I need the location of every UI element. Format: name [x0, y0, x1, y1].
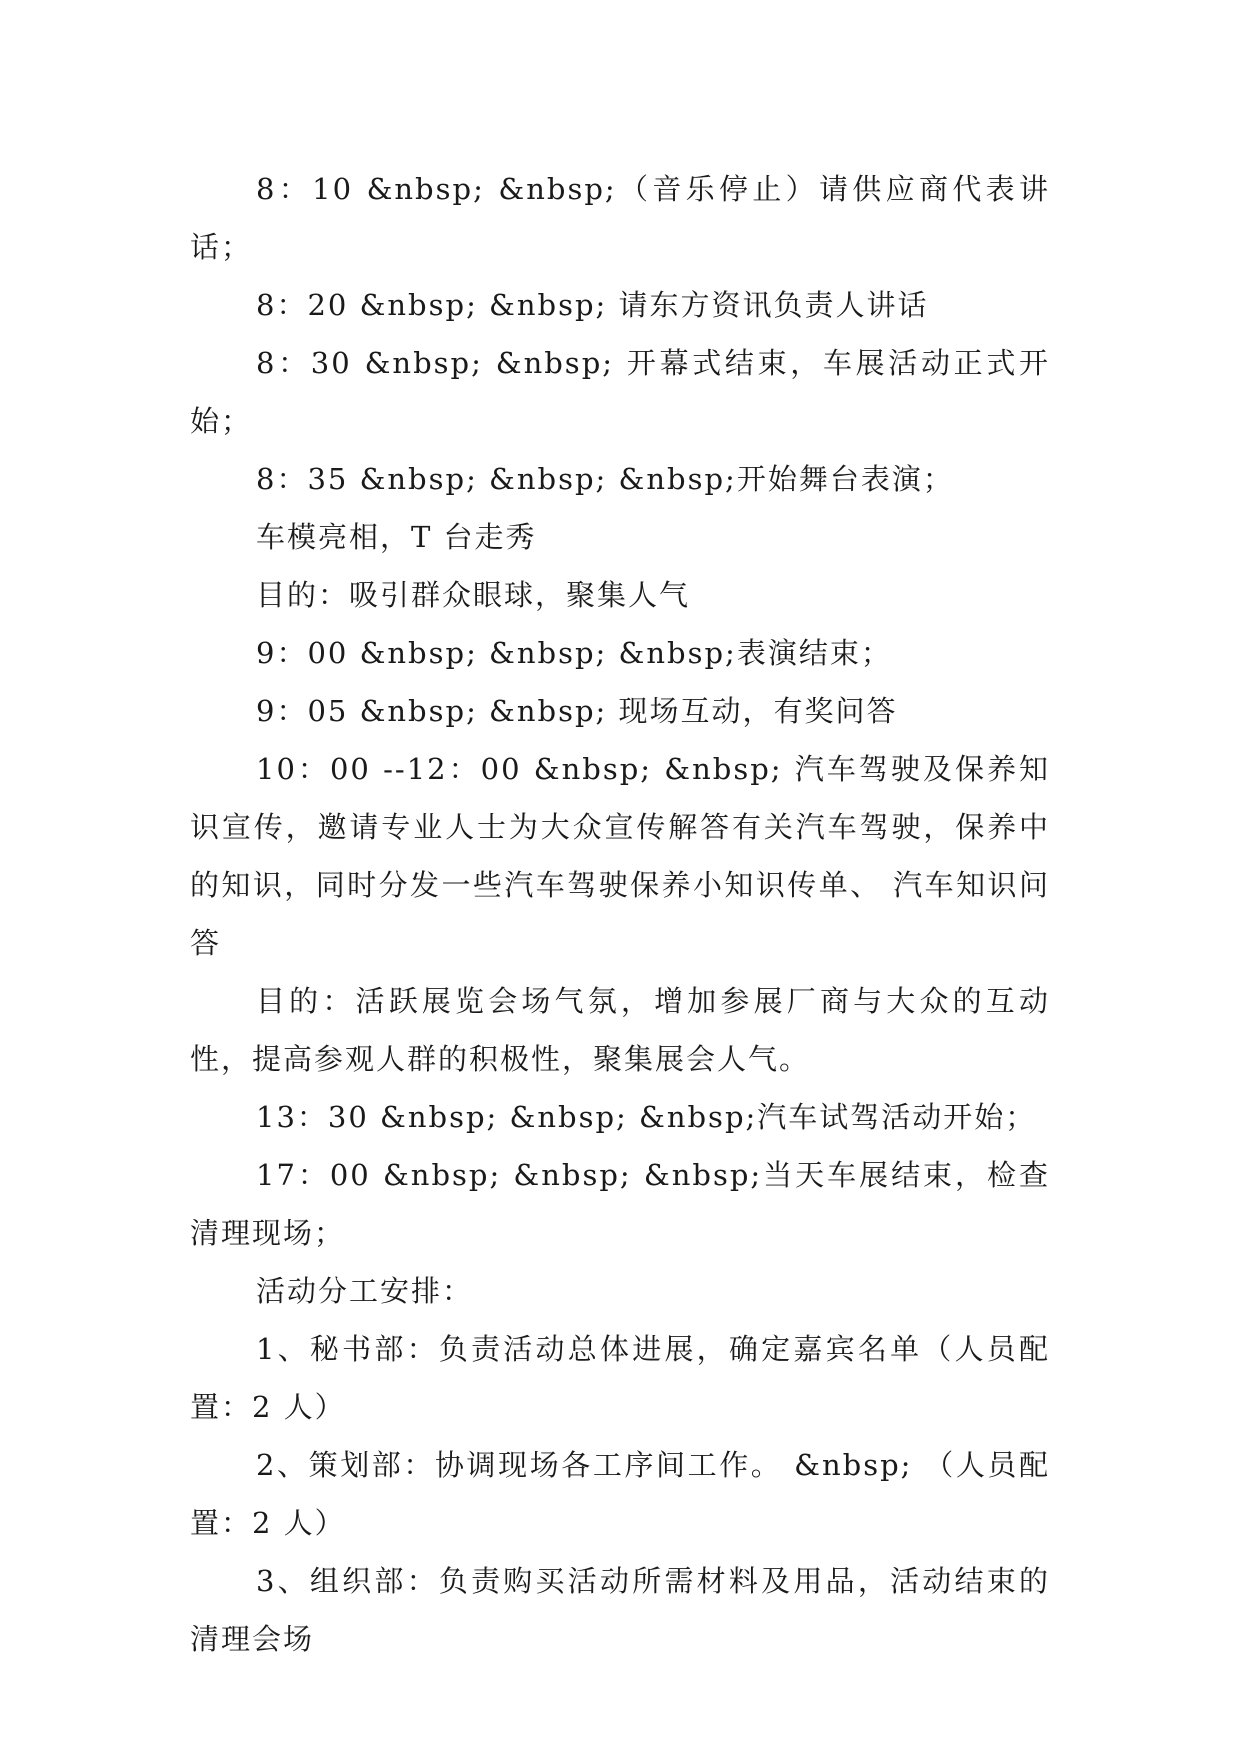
paragraph-organization-dept: 3、组织部：负责购买活动所需材料及用品，活动结束的清理会场 — [190, 1564, 1050, 1656]
paragraph-opening-ends: 8：30 &nbsp; &nbsp; 开幕式结束，车展活动正式开始； — [190, 346, 1050, 438]
paragraph-opening-speech-supplier: 8：10 &nbsp; &nbsp;（音乐停止）请供应商代表讲话； — [190, 172, 1050, 264]
paragraph-knowledge-promotion: 10：00 --12：00 &nbsp; &nbsp; 汽车驾驶及保养知识宣传，邀请专业人士为大众宣传解答有关汽车驾驶，保养中的知识，同时分发一些汽车驾驶保养小知识传单、 汽车知识问答 — [190, 752, 1050, 960]
paragraph-model-runway: 车模亮相，T 台走秀 — [256, 520, 537, 554]
paragraph-opening-speech-organizer: 8：20 &nbsp; &nbsp; 请东方资讯负责人讲话 — [256, 288, 929, 322]
paragraph-purpose-atmosphere: 目的：活跃展览会场气氛，增加参展厂商与大众的互动性，提高参观人群的积极性，聚集展会人气。 — [190, 984, 1050, 1076]
document-body — [190, 160, 1050, 1668]
paragraph-planning-dept: 2、策划部：协调现场各工序间工作。 &nbsp; （人员配置：2 人） — [190, 1448, 1050, 1540]
paragraph-division-heading: 活动分工安排： — [256, 1274, 474, 1308]
paragraph-secretariat: 1、秘书部：负责活动总体进展，确定嘉宾名单（人员配置：2 人） — [190, 1332, 1050, 1424]
paragraph-test-drive-start: 13：30 &nbsp; &nbsp; &nbsp;汽车试驾活动开始； — [256, 1100, 1037, 1134]
paragraph-show-ends: 9：00 &nbsp; &nbsp; &nbsp;表演结束； — [256, 636, 892, 670]
paragraph-interactive-quiz: 9：05 &nbsp; &nbsp; 现场互动，有奖问答 — [256, 694, 898, 728]
paragraph-day-ends: 17：00 &nbsp; &nbsp; &nbsp;当天车展结束，检查清理现场； — [190, 1158, 1050, 1250]
paragraph-stage-show-start: 8：35 &nbsp; &nbsp; &nbsp;开始舞台表演； — [256, 462, 954, 496]
paragraph-purpose-attention: 目的：吸引群众眼球，聚集人气 — [256, 578, 691, 612]
